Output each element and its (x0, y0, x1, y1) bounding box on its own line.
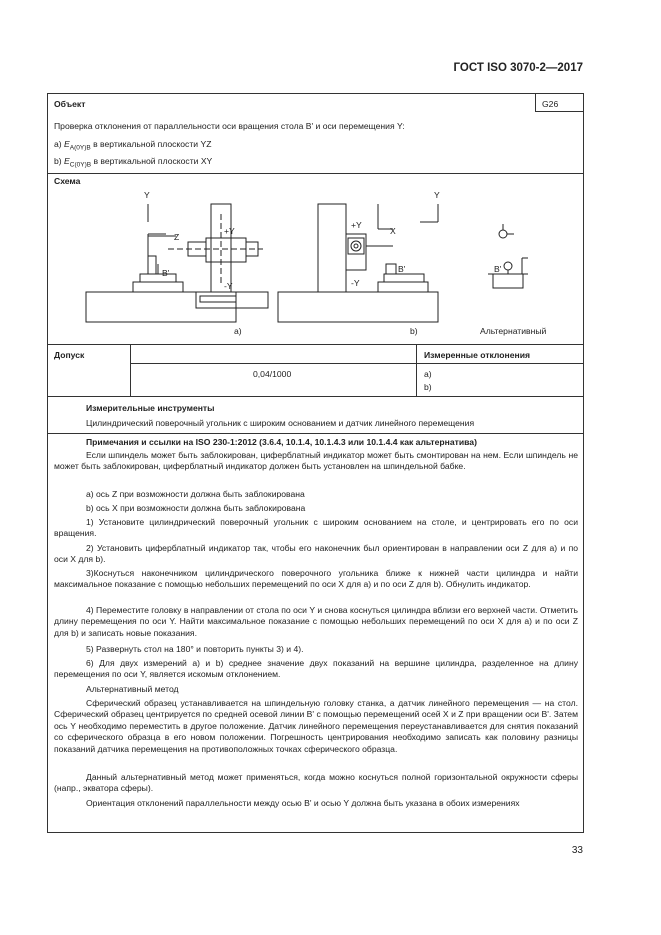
figure-alt-label: Альтернативный (480, 326, 547, 336)
notes-paragraph-4: 1) Установите цилиндрический поверочный угольник с широким основанием на столе, и центрировать его по оси вращения. (54, 517, 578, 539)
label-minusY-a: -Y (224, 281, 233, 291)
label-Y-a: Y (144, 190, 150, 200)
code-underline (535, 111, 583, 112)
instruments-label: Измерительные инструменты (86, 403, 215, 413)
label-Y-b: Y (434, 190, 440, 200)
notes-paragraph-7: 4) Переместите головку в направлении от стола по оси Y и снова коснуться цилиндра вблизи его верхней части. Отметить длину перемещения по оси Y. Найти максимальное показание с помощью небольших перемещений по оси X для a) и по оси Z для b) и записать новые показания. (54, 605, 578, 638)
divider (48, 396, 583, 397)
test-code: G26 (542, 99, 559, 109)
notes-paragraph-2: a) ось Z при возможности должна быть заблокирована (86, 489, 305, 499)
label-plusY-a: +Y (224, 226, 235, 236)
test-sheet-table (47, 93, 584, 833)
object-description: Проверка отклонения от параллельности оси вращения стола B' и оси перемещения Y: (54, 121, 405, 131)
tolerance-subline (130, 363, 583, 364)
label-Z-a: Z (174, 232, 180, 242)
notes-paragraph-6: 3)Коснуться наконечником цилиндрического поверочного угольника ближе к нижней части цилиндра и найти максимальное показание с помощью небольших перемещений по оси X для a) и по оси Z для b). Обнулить индикатор. (54, 568, 578, 590)
standard-header: ГОСТ ISO 3070-2—2017 (453, 62, 583, 74)
divider (48, 433, 583, 434)
notes-paragraph-12: Данный альтернативный метод может применяться, когда можно коснуться полной горизонтальной окружности сферы (напр., экватора сферы). (54, 772, 578, 794)
object-item-a: a) $E_{A(0Y)B}$ в вертикальной плоскости YZ (54, 139, 212, 152)
alternative-drawing (488, 224, 528, 288)
notes-paragraph-10: Альтернативный метод (86, 684, 179, 694)
tolerance-divider (130, 344, 131, 396)
notes-paragraph-9: 6) Для двух измерений a) и b) среднее значение двух показаний на вершине цилиндра, разделенное на длину перемещения по оси Y, является искомым отклонением. (54, 658, 578, 680)
page-number: 33 (571, 845, 583, 856)
measured-divider (416, 344, 417, 396)
label-minusY-b: -Y (351, 278, 360, 288)
object-label: Объект (54, 99, 86, 109)
notes-title: Примечания и ссылки на ISO 230-1:2012 (3.6.4, 10.1.4, 10.1.4.3 или 10.1.4.4 как альтернатива) (86, 437, 477, 447)
measured-a: a) (424, 369, 432, 379)
code-divider (535, 94, 536, 111)
figure-b-label: b) (410, 326, 418, 336)
instruments-text: Цилиндрический поверочный угольник с широким основанием и датчик линейного перемещения (86, 418, 475, 428)
scheme-drawings (48, 174, 583, 344)
label-B-alt: B' (494, 264, 502, 274)
notes-paragraph-8: 5) Развернуть стол на 180° и повторить пункты 3) и 4). (86, 644, 304, 654)
measured-label: Измеренные отклонения (424, 350, 530, 360)
label-X-b: X (390, 226, 396, 236)
scheme-label: Схема (54, 176, 81, 186)
notes-paragraph-11: Сферический образец устанавливается на шпиндельную головку станка, а датчик линейного перемещения — на стол. Сферический образец центрируется по средней осевой линии B' с помощью перемещений осей X и Z при вращении оси B'. Затем ось Y необходимо переместить в другое положение. Датчик линейного перемещения переустанавливается для снятия показаний со сферического образца в его новом положении. Погрешность центрирования необходимо записать как половину разницы показаний датчика перемещения на противоположных точках сферического образца. (54, 698, 578, 754)
label-B-b: B' (398, 264, 406, 274)
label-plusY-b: +Y (351, 220, 362, 230)
measured-b: b) (424, 382, 432, 392)
tolerance-label: Допуск (54, 350, 85, 360)
notes-paragraph-5: 2) Установить циферблатный индикатор так, чтобы его наконечник был ориентирован в направлении оси Z для a) и по оси X для b). (54, 543, 578, 565)
figure-a-label: a) (234, 326, 242, 336)
divider (48, 344, 583, 345)
tolerance-value: 0,04/1000 (253, 369, 292, 379)
notes-paragraph-13: Ориентация отклонений параллельности между осью B' и осью Y должна быть указана в обоих измерениях (86, 798, 520, 808)
label-B-a: B' (162, 268, 170, 278)
object-item-b: b) $E_{C(0Y)B}$ в вертикальной плоскости XY (54, 156, 213, 169)
notes-paragraph-1: Если шпиндель может быть заблокирован, циферблатный индикатор может быть смонтирован на нем. Если шпиндель не может быть заблокирован, циферблатный индикатор должен быть установлен на шпиндельной бабке. (54, 450, 578, 472)
figure-a-drawing (86, 204, 268, 322)
notes-paragraph-3: b) ось X при возможности должна быть заблокирована (86, 503, 306, 513)
